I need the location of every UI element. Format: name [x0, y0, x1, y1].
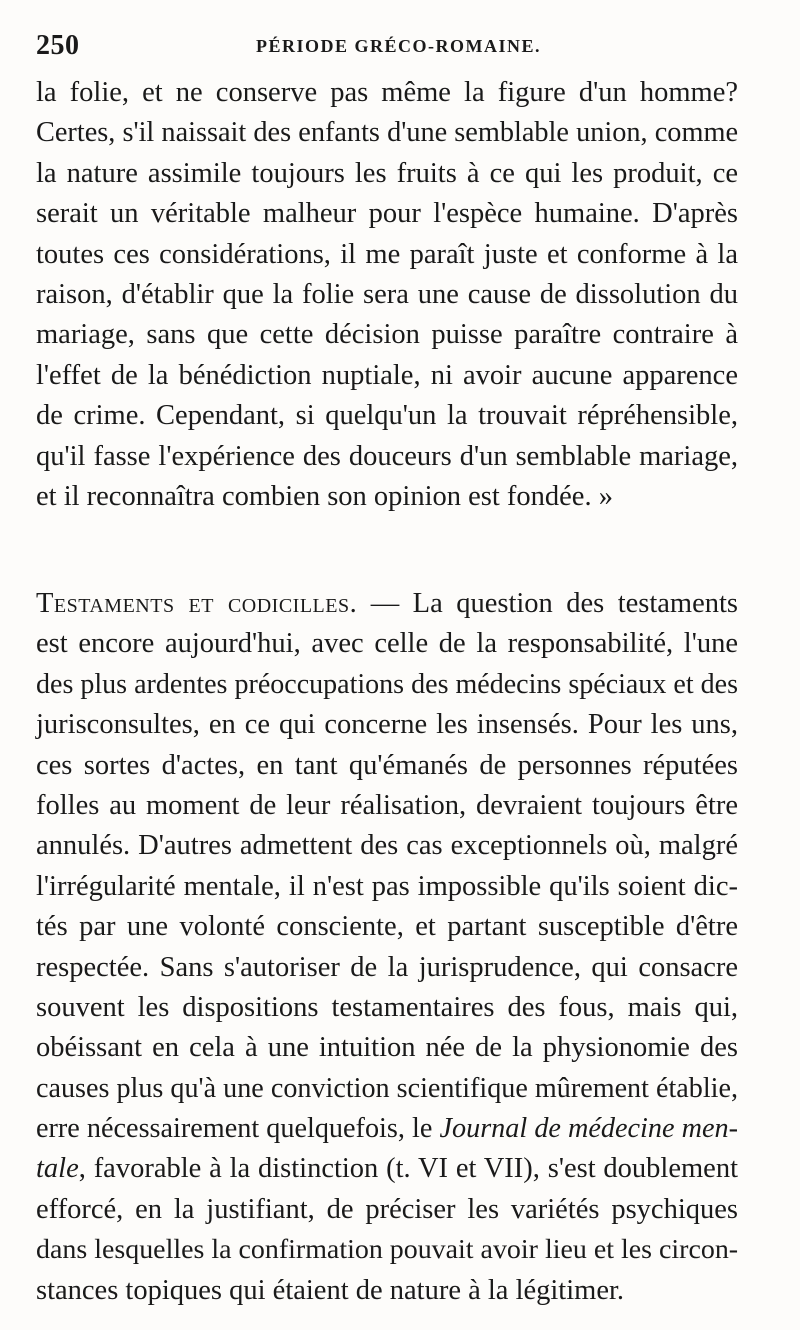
text-line: ces sortes d'actes, en tant qu'émanés de personnes réputées — [36, 749, 738, 781]
text-line: qu'il fasse l'expérience des douceurs d'un semblable mariage, — [36, 440, 738, 472]
text-line: de crime. Cependant, si quelqu'un la trouvait répréhensible, — [36, 400, 738, 432]
text-line: respectée. Sans s'autoriser de la jurisprudence, qui consacre — [36, 951, 738, 983]
text-line — [36, 584, 738, 624]
text-line: souvent les dispositions testamentaires des fous, mais qui, — [36, 991, 738, 1023]
text-line: la folie, et ne conserve pas même la figure d'un homme? — [36, 77, 738, 108]
text-line: stances topiques qui étaient de nature à la légitimer. — [36, 1274, 625, 1306]
text-line: toutes ces considérations, il me paraît juste et conforme à la — [36, 238, 738, 270]
text-line: efforcé, en la justifiant, de préciser les variétés psychiques — [36, 1193, 738, 1225]
text-line: l'irrégularité mentale, il n'est pas impossible qu'ils soient dic- — [36, 870, 738, 902]
text-line: jurisconsultes, en ce qui concerne les insensés. Pour les uns, — [36, 709, 738, 741]
text-line — [36, 1109, 738, 1149]
text-line: tés par une volonté consciente, et partant susceptible d'être — [36, 911, 738, 943]
text-line: mariage, sans que cette décision puisse paraître contraire à — [36, 319, 738, 351]
journal-title-continued: tale — [36, 1153, 79, 1185]
text-line: annulés. D'autres admettent des cas exceptionnels où, malgré — [36, 830, 738, 862]
text-line: est encore aujourd'hui, avec celle de la responsabilité, l'une — [36, 628, 738, 660]
text-line: et il reconnaîtra combien son opinion est fondée. » — [36, 480, 613, 512]
text-line — [36, 1149, 738, 1189]
paragraph-marriage-dissolution — [36, 73, 738, 517]
text-line: des plus ardentes préoccupations des médecins spéciaux et des — [36, 668, 738, 700]
text-line: Certes, s'il naissait des enfants d'une semblable union, comme — [36, 117, 738, 149]
text-segment: , favorable à la distinction (t. VI et VII), s'est doublement — [78, 1153, 738, 1185]
running-head — [36, 30, 756, 66]
text-line: folles au moment de leur réalisation, devraient toujours être — [36, 789, 738, 821]
text-line: dans lesquelles la confirmation pouvait avoir lieu et les circon- — [36, 1234, 739, 1266]
running-head-title: PÉRIODE GRÉCO-ROMAINE. — [256, 36, 542, 56]
text-segment: — La question des testaments — [370, 588, 739, 619]
journal-title: Journal de médecine men- — [439, 1113, 738, 1145]
text-line: causes plus qu'à une conviction scientifique mûrement établie, — [36, 1072, 738, 1104]
text-line: serait un véritable malheur pour l'espèce humaine. D'après — [36, 198, 738, 230]
page-number: 250 — [36, 30, 80, 61]
text-line: obéissant en cela à une intuition née de la physionomie des — [36, 1032, 738, 1064]
text-line: l'effet de la bénédiction nuptiale, ni avoir aucune apparence — [36, 359, 738, 391]
text-segment: erre nécessairement quelquefois, le — [36, 1113, 433, 1145]
text-line: la nature assimile toujours les fruits à ce qui les produit, ce — [36, 157, 738, 189]
section-heading: Testaments et codicilles. — [36, 588, 358, 619]
text-line: raison, d'établir que la folie sera une cause de dissolution du — [36, 278, 738, 310]
paragraph-testaments — [36, 584, 738, 1311]
